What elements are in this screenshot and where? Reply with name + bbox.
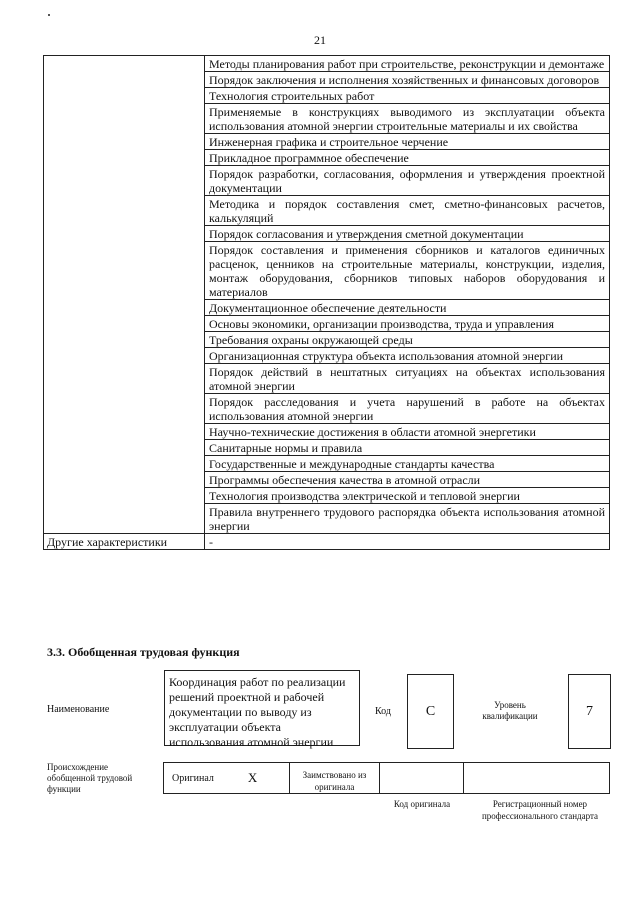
section-title: 3.3. Обобщенная трудовая функция	[47, 645, 240, 659]
knowledge-item: Технология производства электрической и тепловой энергии	[205, 488, 610, 504]
original-mark: X	[247, 770, 258, 785]
page-number: 21	[314, 33, 326, 47]
knowledge-item: Порядок составления и применения сборников и каталогов единичных расценок, ценников на строительные материалы, конструкции, изделия, монтаж оборудования, сборников типовых наборов оборудования и материалов	[205, 242, 610, 300]
origin-label: Происхождение обобщенной трудовой функции	[47, 762, 133, 794]
other-value: -	[205, 534, 610, 550]
original-cell	[164, 763, 290, 793]
knowledge-item: Документационное обеспечение деятельности	[205, 300, 610, 316]
code-original-label: Код оригинала	[393, 799, 451, 809]
knowledge-item: Основы экономики, организации производства, труда и управления	[205, 316, 610, 332]
knowledge-item: Санитарные нормы и правила	[205, 440, 610, 456]
knowledge-item: Применяемые в конструкциях выводимого из эксплуатации объекта использования атомной энергии строительные материалы и их свойства	[205, 104, 610, 134]
knowledge-item: Методы планирования работ при строительстве, реконструкции и демонтаже	[205, 56, 610, 72]
reg-number-cell	[464, 763, 609, 793]
knowledge-item: Правила внутреннего трудового распорядка объекта использования атомной энергии	[205, 504, 610, 534]
knowledge-item: Прикладное программное обеспечение	[205, 150, 610, 166]
knowledge-item: Порядок разработки, согласования, оформления и утверждения проектной документации	[205, 166, 610, 196]
knowledge-item: Технология строительных работ	[205, 88, 610, 104]
original-code-cell	[380, 763, 464, 793]
level-label: Уровень квалификации	[482, 700, 538, 721]
origin-table	[163, 762, 610, 794]
other-row	[44, 534, 610, 550]
function-name-box: Координация работ по реализации решений проектной и рабочей документации по выводу из эксплуатации объекта использования атомной энергии	[164, 670, 360, 746]
knowledge-left-cell	[44, 56, 205, 534]
knowledge-row	[44, 56, 610, 72]
knowledge-item: Программы обеспечения качества в атомной отрасли	[205, 472, 610, 488]
level-value-box: 7	[568, 674, 611, 749]
scan-dot	[48, 14, 50, 16]
code-label: Код	[375, 706, 391, 717]
other-label: Другие характеристики	[44, 534, 205, 550]
knowledge-item: Государственные и международные стандарты качества	[205, 456, 610, 472]
reg-number-label: Регистрационный номер профессионального стандарта	[481, 799, 599, 821]
knowledge-item: Порядок согласования и утверждения сметной документации	[205, 226, 610, 242]
original-label: Оригинал	[172, 772, 214, 784]
borrowed-cell: Заимствовано из оригинала	[290, 763, 380, 793]
knowledge-item: Инженерная графика и строительное черчение	[205, 134, 610, 150]
knowledge-item: Организационная структура объекта использования атомной энергии	[205, 348, 610, 364]
knowledge-table	[43, 55, 610, 550]
knowledge-item: Порядок расследования и учета нарушений в работе на объектах использования атомной энергии	[205, 394, 610, 424]
knowledge-item: Порядок заключения и исполнения хозяйственных и финансовых договоров	[205, 72, 610, 88]
knowledge-item: Порядок действий в нештатных ситуациях на объектах использования атомной энергии	[205, 364, 610, 394]
knowledge-item: Научно-технические достижения в области атомной энергетики	[205, 424, 610, 440]
knowledge-item: Требования охраны окружающей среды	[205, 332, 610, 348]
knowledge-item: Методика и порядок составления смет, сметно-финансовых расчетов, калькуляций	[205, 196, 610, 226]
name-label: Наименование	[47, 704, 110, 715]
code-value-box: C	[407, 674, 454, 749]
